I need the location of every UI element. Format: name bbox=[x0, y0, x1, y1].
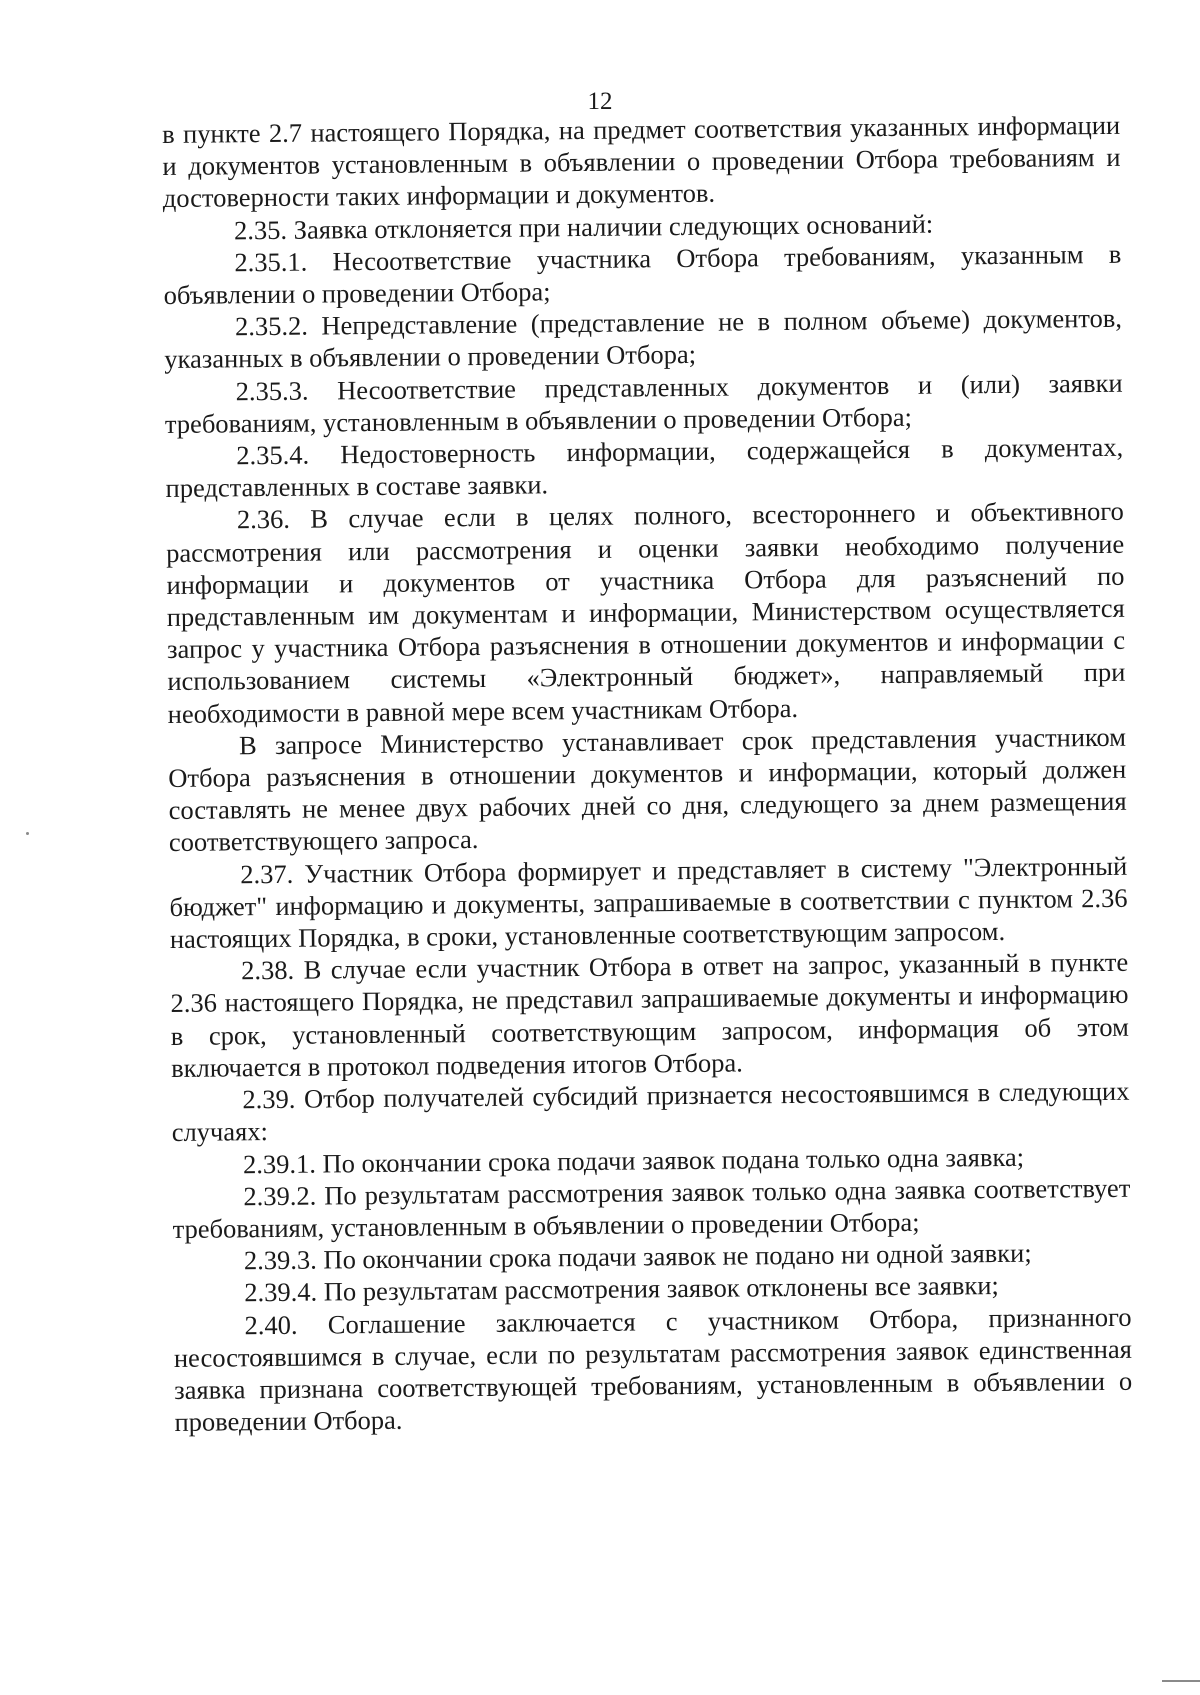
paragraph-2-35-4: 2.35.4. Недостоверность информации, содержащейся в документах, представленных в составе заявки. bbox=[165, 431, 1124, 504]
paragraph-2-35-3: 2.35.3. Несоответствие представленных документов и (или) заявки требованиям, установленным в объявлении о проведении Отбора; bbox=[164, 367, 1123, 439]
paragraph-2-39-4: 2.39.4. По результатам рассмотрения заявок отклонены все заявки; bbox=[244, 1270, 999, 1308]
paragraph-2-35-2: 2.35.2. Непредставление (представление не в полном объеме) документов, указанных в объявлении о проведении Отбора; bbox=[164, 303, 1123, 375]
document-body bbox=[162, 109, 1133, 1438]
paragraph-2-36: 2.36. В случае если в целях полного, всестороннего и объективного рассмотрения или рассмотрения и оценки заявки необходимо получение информации и документов от участника Отбора для разъяснений по представленным им документам и информации, Министерством осуществляется запрос у участника Отбора разъяснения в отношении документов и информации с использованием системы «Электронный бюджет», направляемый при необходимости в равной мере всем участникам Отбора. bbox=[166, 496, 1126, 729]
paragraph-2-39-1: 2.39.1. По окончании срока подачи заявок подана только одна заявка; bbox=[242, 1141, 1025, 1179]
paragraph-2-39: 2.39. Отбор получателей субсидий признается несостоявшимся в следующих случаях: bbox=[171, 1075, 1130, 1148]
paragraph-2-35-1: 2.35.1. Несоответствие участника Отбора требованиям, указанным в объявлении о проведении Отбора; bbox=[163, 238, 1122, 311]
paragraph-2-35: 2.35. Заявка отклоняется при наличии следующих оснований: bbox=[233, 208, 934, 245]
paragraph-2-39-2: 2.39.2. По результатам рассмотрения заявок только одна заявка соответствует требованиям, установленным в объявлении о проведении Отбора; bbox=[172, 1172, 1131, 1244]
scan-dash-mark bbox=[1162, 1680, 1200, 1682]
paragraph-2-39-3: 2.39.3. По окончании срока подачи заявок не подано ни одной заявки; bbox=[243, 1237, 1032, 1276]
page-number: 12 bbox=[587, 88, 613, 115]
paragraph-continuation: в пункте 2.7 настоящего Порядка, на предмет соответствия указанных информации и документов установленным в объявлении о проведении Отбора требованиям и достоверности таких информации и документов. bbox=[162, 109, 1121, 214]
paragraph-2-38: 2.38. В случае если участник Отбора в ответ на запрос, указанный в пункте 2.36 настоящего Порядка, не представил запрашиваемые документы и информацию в срок, установленный соответствующим запросом, информация об этом включается в протокол подведения итогов Отбора. bbox=[170, 947, 1129, 1083]
paragraph-2-40: 2.40. Соглашение заключается с участником Отбора, признанного несостоявшимся в случае, если по результатам рассмотрения заявок единственная заявка признана соответствующей требованиям, установленным в объявлении о проведении Отбора. bbox=[173, 1301, 1133, 1438]
paragraph-2-37: 2.37. Участник Отбора формирует и представляет в систему "Электронный бюджет" информацию и документы, запрашиваемые в соответствии с пунктом 2.36 настоящих Порядка, в сроки, установленные соответствующим запросом. bbox=[169, 850, 1128, 955]
scan-dot-mark bbox=[26, 832, 29, 835]
paragraph-request-deadline: В запросе Министерство устанавливает срок представления участником Отбора разъяснения в отношении документов и информации, который должен составлять не менее двух рабочих дней со дня, следующего за днем размещения соответствующего запроса. bbox=[168, 721, 1127, 858]
